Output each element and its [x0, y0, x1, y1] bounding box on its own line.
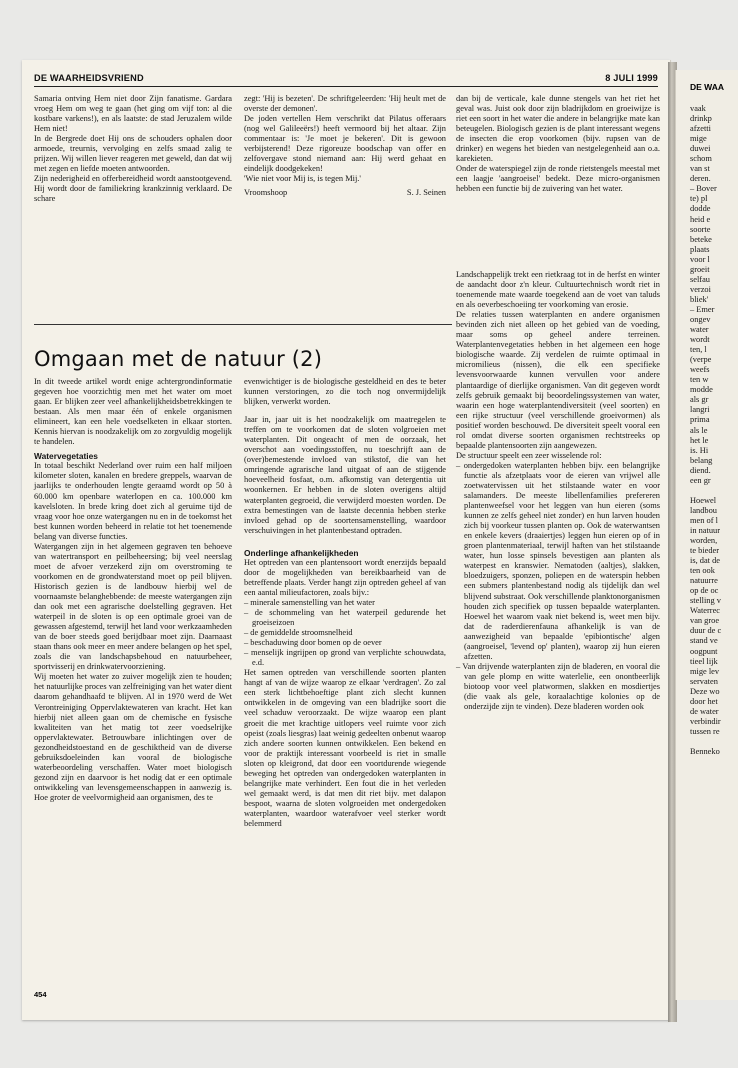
next-page-line: beteke	[690, 234, 712, 244]
next-page-line: worden,	[690, 536, 718, 546]
list-item: – de schommeling van het waterpeil gedurende het groeiseizoen	[244, 607, 446, 628]
next-page-line: een gr	[690, 475, 711, 485]
next-page-line: als gr	[690, 395, 709, 405]
paragraph: De joden vertellen Hem verschrikt dat Pilatus offeraars (nog wel Galileeërs!) heeft vermoord bij het altaar. Zijn commentaar is: 'Je moet je bekeren'. Dit is gewoon verbijsterend! Deze rigoreuze boodschap van offer en zelfovergave stond niemand aan: Hij werd gehaat en eindelijk doodgekeken!	[244, 114, 446, 174]
next-page-line: schom	[690, 154, 712, 164]
col3-top	[456, 94, 660, 194]
next-page-line: weefs	[690, 365, 710, 375]
next-page-line: van groe	[690, 616, 720, 626]
list-item: – minerale samenstelling van het water	[244, 597, 375, 607]
next-page-line: soorte	[690, 224, 711, 234]
intro-paragraph: In dit tweede artikel wordt enige achtergrondinformatie gegeven hoe voorzichtig men met het water om moet gaan. Er blijken zeer veel afhankelijkheidsbetrekkingen te bestaan. Als men maar één of enkele organismen elimineert, kan een hele voedselketen in elkaar storten. Kennis hiervan is noodzakelijk om zo zorgvuldig mogelijk te handelen.	[34, 377, 232, 447]
signature-name: S. J. Seinen	[406, 188, 446, 198]
next-page-line: ten w	[690, 375, 709, 385]
paragraph: dan bij de verticale, kale dunne stengels van het riet het geval was. Juist ook door zijn bladrijkdom en groeiwijze is riet een soort in het water die andere in belangrijke mate kan beteugelen. Biologisch gezien is de plant interessant wegens de insecten die erop voorkomen (bijv. rupsen van de drinker) en wegens het bieden van nestgelegenheid aan o.a. karekieten.	[456, 94, 660, 164]
next-page-line: voor l	[690, 254, 710, 264]
paragraph: evenwichtiger is de biologische gesteldheid en des te beter kunnen verstoringen, zo die toch nog onvermijdelijk blijken, verwerkt worden.	[244, 377, 446, 407]
next-page-line: duur de c	[690, 626, 722, 636]
next-page-line: van st	[690, 164, 710, 174]
next-page-line: landbou	[690, 505, 717, 515]
next-page-line: als le	[690, 425, 708, 435]
prev-article-col1	[34, 94, 232, 205]
next-page-line: op de oc	[690, 586, 719, 596]
paragraph: Samaria ontving Hem niet door Zijn fanatisme. Gardara vroeg Hem om weg te gaan (het ging om vijf ton: al die kostbare varkens!), en als laatste: de stad Jeruzalem wilde Hem niet!	[34, 94, 232, 134]
next-page-line: tieel lijk	[690, 656, 718, 666]
next-page-line: drinkp	[690, 114, 712, 124]
next-page-line: oogpunt	[690, 646, 718, 656]
next-page-line: is. Hi	[690, 445, 709, 455]
paragraph: Landschappelijk trekt een rietkraag tot in de herfst en winter de aandacht door z'n kleur. Cultuurtechnisch wordt riet in toenemende mate waarde toegekend aan de voet van taluds en als oeverbeschoeiing ter voorkoming van erosie.	[456, 270, 660, 310]
next-page-line: Deze wo	[690, 686, 720, 696]
paragraph: De structuur speelt een zeer wisselende rol:	[456, 450, 602, 460]
list-item: – de gemiddelde stroomsnelheid	[244, 628, 353, 638]
next-page-line: de water	[690, 706, 719, 716]
next-page-line: heid e	[690, 214, 711, 224]
next-page-line: servaten	[690, 676, 718, 686]
next-page-line: ten, l	[690, 345, 707, 355]
factor-list	[244, 598, 446, 668]
next-page-line: te bieder	[690, 546, 720, 556]
next-page-line: verbindir	[690, 716, 721, 726]
paragraph: Jaar in, jaar uit is het noodzakelijk om maatregelen te treffen om te voorkomen dat de sloten volgroeien met waterplanten. Dit ongeacht of men de oorzaak, het overschot aan voedingsstoffen, nu toeschrijft aan de (over)bemestende invloed van stikstof, die van het omringende agrarische land uitgaat of aan de stijgende hoeveelheid fosfaat, o.m. afkomstig van detergentia uit woonkernen. Er hebben in de sloten overigens altijd waterplanten gegroeid, die verwijderd moesten worden. De extra bemestingen van de laatste decennia hebben sterke invloed gehad op de soortensamenstelling, waardoor verschuivingen in het plantenbestand optraden.	[244, 415, 446, 535]
next-page-line: mige lev	[690, 666, 720, 676]
signature	[244, 188, 446, 198]
next-page-line: vaak	[690, 104, 706, 113]
next-page-line: plaats	[690, 244, 710, 254]
magazine-page	[22, 60, 670, 1020]
next-page-line: verzoi	[690, 284, 711, 294]
next-page-line: belang	[690, 455, 713, 465]
next-page-line: – Emer	[690, 304, 715, 314]
section-heading: Onderlinge afhankelijkheden	[244, 547, 359, 558]
next-page-line: Waterrec	[690, 606, 721, 616]
page-number: 454	[34, 990, 47, 999]
next-page-line: langri	[690, 405, 710, 415]
next-page-line: stelling v	[690, 596, 721, 606]
next-page-line: te) pl	[690, 194, 708, 204]
next-page-edge	[675, 70, 738, 1000]
running-header	[34, 68, 658, 87]
next-page-line: bliek'	[690, 294, 709, 304]
next-page-line: water	[690, 325, 709, 335]
next-page-line	[690, 737, 738, 747]
paragraph: zegt: 'Hij is bezeten'. De schriftgeleerden: 'Hij heult met de overste der demonen'.	[244, 94, 446, 114]
paragraph: Het optreden van een plantensoort wordt enerzijds bepaald door de mogelijkheden van bereikbaarheid van de betreffende plaats. Verder hangt zijn optreden geheel af van een aantal milieufactoren, zoals bijv.:	[244, 557, 446, 597]
next-page-line: natuurre	[690, 576, 718, 586]
article-col3	[456, 270, 660, 712]
next-page-line: ten ook	[690, 566, 715, 576]
next-page-line: Benneko	[690, 747, 720, 756]
next-page-column	[690, 104, 738, 757]
article-col1	[34, 377, 232, 803]
next-page-line	[690, 486, 738, 496]
next-page-line: dodde	[690, 204, 711, 214]
paragraph: In de Bergrede doet Hij ons de schouders ophalen door armoede, treurnis, vervolging en zelfs smaad zalig te prijzen. Wij willen liever reageren met geweld, dan dat wij met zegen en liefde moeten antwoorden.	[34, 134, 232, 174]
paragraph: Zijn nederigheid en offerbereidheid wordt aanstootgevend. Hij wordt door de familiekring krankzinnig verklaard. De schare	[34, 174, 232, 204]
next-page-line: is, dat de	[690, 556, 721, 566]
next-page-line: in natuur	[690, 525, 721, 535]
next-page-header: DE WAA	[690, 82, 724, 92]
next-page-line: stand ve	[690, 636, 718, 646]
next-page-line: tussen re	[690, 726, 720, 736]
next-page-line: duwei	[690, 144, 711, 154]
paragraph: Onder de waterspiegel zijn de ronde rietstengels meestal met een laagje 'aangroeisel' bedekt. Deze micro-organismen hebben een functie bij de zuivering van het water.	[456, 164, 660, 194]
next-page-line: wordt	[690, 335, 710, 345]
publication-name: DE WAARHEIDSVRIEND	[34, 73, 144, 83]
article-title: Omgaan met de natuur (2)	[34, 347, 323, 371]
paragraph: Het samen optreden van verschillende soorten planten hangt af van de wijze waarop ze elkaar 'verdragen'. Zo zal een sterk lichtbehoeftige plant zich slecht kunnen ontwikkelen in de omgeving van een bladrijke soort die veel schaduw veroorzaakt. De wijze waarop een plant groeit die met krachtige uitlopers veel ruimte voor zich opeist (zoals liesgras) laat weinig gedeelten onbenut waarop zich andere soorten kunnen ontwikkelen. Een bekend en voor de praktijk interessant voorbeeld is riet in smalle sloten op kleigrond, dat door een voortdurende wiegende beweging het optreden van ondergedoken waterplanten in belangrijke mate verhindert. Een fout die in het verleden wel gemaakt werd, is dat men dit riet bijv. met dalapon bespoot, waarna de sloten volgroeiden met ondergedoken waterplanten, waardoor waterafvoer veel sterker wordt belemmerd	[244, 668, 446, 828]
next-page-line: modde	[690, 385, 713, 395]
list-item: – beschaduwing door bomen op de oever	[244, 638, 382, 648]
list-item: – ondergedoken waterplanten hebben bijv. een belangrijke functie als afzetplaats voor de eieren van vrijwel alle zoetwatervissen uit het stilstaande water en voor salamanders. De meeste libellenfamilies prefereren plantenweefsel voor het leggen van hun eieren (soms kunnen ze zelfs geheel niet zonder) en hun larven houden zich bij voorkeur tussen planten op. Ook de waterwantsen en enkele kevers (draaiertjes) leggen hun eieren op of in groen plantenmateriaal, terwijl haften van het stilstaande water, hun losse spinsels bevestigen aan planten als waterpest en kranswier. Nematoden (aaltjes), slakken, bloedzuigers, sponzen, poliepen en de waterspin hebben een submers plantenbestand nodig als tijdelijk dan wel blijvend substraat. Ook verschillende planktonorganismen houden zich specifiek op tussen bepaalde waterplanten. Hoewel het waarom vaak niet bekend is, weet men bijv. dat de raderdierenfauna afhankelijk is van de aanwezigheid van bepaalde 'epibiontische' algen (aangroeisel, 'levend op' planten), waarop zij hun eieren afzetten.	[456, 460, 660, 661]
next-page-line: het le	[690, 435, 709, 445]
next-page-line: afzetti	[690, 124, 711, 134]
next-page-line: deren.	[690, 174, 711, 184]
next-page-line: door het	[690, 696, 718, 706]
paragraph: De relaties tussen waterplanten en andere organismen bevinden zich niet alleen op het gebied van de voeding, maar soms op geheel andere terreinen. Waterplantenvegetaties hebben in het algemeen een hoge biologische waarde. Zij verdelen de ruimte optimaal in micromilieus (nissen), die elk een specifieke levensvoorwaarde kunnen vervullen voor andere plantaardige of dierlijke organismen. Van dit gegeven wordt zelfs gebruik gemaakt bij beoordelingssystemen van water, waarin een hoge waterplantendiversiteit (veel soorten) en een rijke structuur (veel verschillende groeivormen) als positief worden beschouwd. De diversiteit speelt vooral een rol omdat diverse soorten organismen rechtstreeks op bepaalde plantensoorten zijn aangewezen.	[456, 310, 660, 450]
next-page-line: – Bover	[690, 184, 717, 194]
issue-date: 8 JULI 1999	[605, 73, 658, 83]
next-page-line: selfau	[690, 274, 710, 284]
next-page-line: (verpe	[690, 355, 712, 365]
next-page-line: ongev	[690, 314, 711, 324]
quote: 'Wie niet voor Mij is, is tegen Mij.'	[244, 174, 361, 184]
signature-place: Vroomshoop	[244, 188, 288, 198]
article-divider	[34, 324, 452, 325]
next-page-line: men of l	[690, 515, 718, 525]
structure-list	[456, 461, 660, 712]
next-page-line: diend.	[690, 465, 711, 475]
article-col2	[244, 377, 446, 829]
prev-article-col2	[244, 94, 446, 198]
paragraph: In totaal beschikt Nederland over ruim een half miljoen kilometer sloten, kanalen en bredere greppels, waarvan de jaarlijks te onderhouden lengte geraamd wordt op 50 à 60.000 km openbare waterlopen en ca. 100.000 km kavelsloten. In brede kring doet zich al geruime tijd de vraag voor hoe onze watergangen nu en in de toekomst het best kunnen worden beheerd in relatie tot het toenemende belang van diverse functies.	[34, 461, 232, 541]
next-page-line: prima	[690, 415, 710, 425]
next-page-line: mige	[690, 134, 707, 144]
section-heading: Watervegetaties	[34, 451, 98, 462]
list-item: – Van drijvende waterplanten zijn de bladeren, en vooral die van gele plomp en witte waterlelie, een onontbeerlijk biotoop voor veel platwormen, slakken en mosdiertjes (die vaak als gele, koraalachtige kolonies op de onderzijde zijn te vinden). Deze bladeren worden ook	[456, 661, 660, 712]
next-page-line: Hoewel	[690, 495, 717, 505]
list-item: – menselijk ingrijpen op grond van verplichte schouwdata, e.d.	[244, 648, 446, 668]
next-page-line: groeit	[690, 264, 710, 274]
paragraph: Wij moeten het water zo zuiver mogelijk zien te houden; het natuurlijke proces van zelfreiniging van het water dient daarom gehandhaafd te blijven. Al in 1970 werd de Wet Verontreiniging Oppervlaktewateren van kracht. Het kan hierbij niet alleen gaan om de chemische en fysische kwaliteiten van het matig tot zeer voedselrijke oppervlaktewater. Betrouwbare inlichtingen over de gezondheidstoestand en de geschiktheid van de diverse gebruiksdoeleinden kan vooral de biologische waterbeoordeling verschaffen. Water moet biologisch gezond zijn en daarvoor is het nodig dat er een optimale ontwikkeling van levensgemeenschappen in aanwezig is. Hoe groter de veelvormigheid aan organismen, des te	[34, 672, 232, 802]
paragraph: Watergangen zijn in het algemeen gegraven ten behoeve van watertransport en peilbeheersing; bij veel neerslag moet de afvoer verzekerd zijn om overstroming te voorkomen en de grondwaterstand moet op peil blijven. Historisch gezien is de landbouw hierbij wel de voornaamste belanghebbende: de meeste watergangen zijn dan ook met een agrarische doelstelling gegraven. Het waterpeil in de sloten is op een optimale groei van de gewassen afgestemd, terwijl het land voor werkzaamheden van de boer steeds goed berijdbaar moet zijn. Daarnaast staan thans ook meer en meer andere belangen op het spel, zoals die van landschapsbehoud en natuurbeheer, sportvisserij en drinkwatervoorziening.	[34, 541, 232, 672]
